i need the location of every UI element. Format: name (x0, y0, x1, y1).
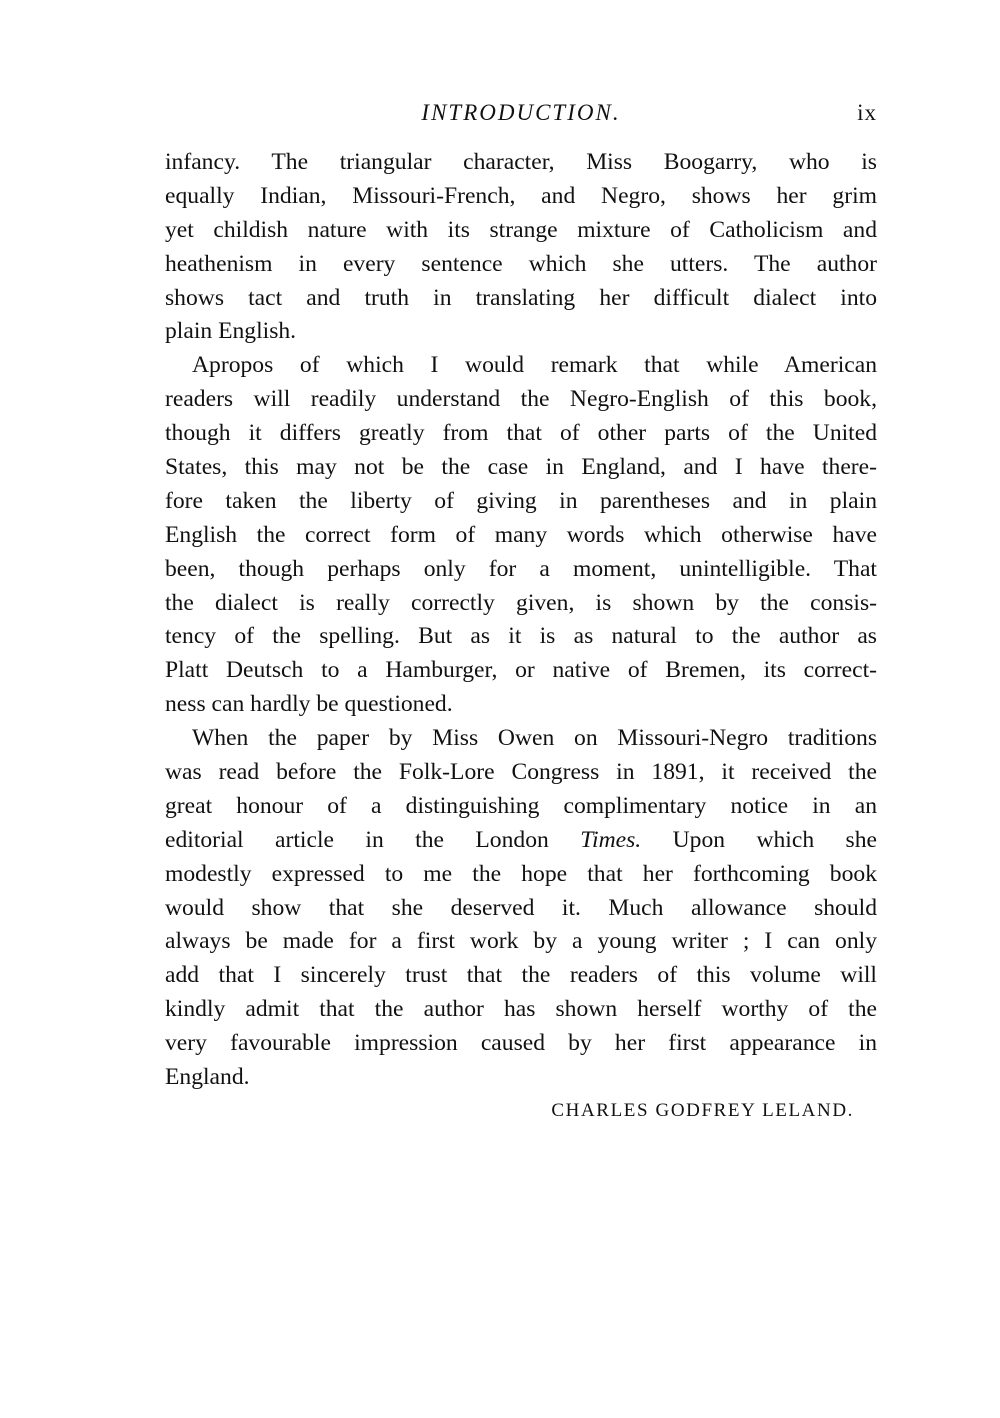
body-text (165, 146, 877, 1095)
text-line: ness can hardly be questioned. (165, 691, 453, 718)
text-line: fore taken the liberty of giving in parentheses and in plain (165, 487, 877, 514)
text-line: readers will readily understand the Negro-English of this book, (165, 386, 877, 413)
text-line: States, this may not be the case in England, and I have there- (165, 454, 877, 481)
text-line: Platt Deutsch to a Hamburger, or native of Bremen, its correct- (165, 657, 877, 684)
text-line: kindly admit that the author has shown herself worthy of the (165, 996, 877, 1023)
text-line: heathenism in every sentence which she utters. The author (165, 250, 877, 277)
author-signature: CHARLES GODFREY LELAND. (551, 1100, 854, 1121)
text-line: though it differs greatly from that of other parts of the United (165, 420, 877, 447)
text-line: When the paper by Miss Owen on Missouri-Negro traditions (192, 725, 877, 752)
text-line: tency of the spelling. But as it is as natural to the author as (165, 623, 877, 650)
page-number: ix (857, 100, 877, 125)
text-line: equally Indian, Missouri-French, and Negro, shows her grim (165, 182, 877, 209)
text-line: plain English. (165, 318, 297, 345)
text-line: would show that she deserved it. Much allowance should (165, 894, 877, 921)
paragraph-3 (165, 722, 877, 1095)
text-line: England. (165, 1064, 250, 1091)
running-title: INTRODUCTION. (421, 100, 621, 125)
text-line: shows tact and truth in translating her difficult dialect into (165, 284, 877, 311)
text-line: yet childish nature with its strange mixture of Catholicism and (165, 216, 877, 243)
text-line-times (165, 824, 877, 858)
text-line: Apropos of which I would remark that while American (192, 352, 877, 379)
text-line: was read before the Folk-Lore Congress in 1891, it received the (165, 759, 877, 786)
text-line: always be made for a first work by a young writer ; I can only (165, 928, 877, 955)
text-line: very favourable impression caused by her first appearance in (165, 1030, 877, 1057)
times-line-suffix: Upon which she (672, 826, 877, 853)
times-line-prefix: editorial article in the London (165, 826, 549, 853)
newspaper-title: Times. (580, 826, 642, 853)
text-line: infancy. The triangular character, Miss Boogarry, who is (165, 149, 877, 175)
text-line: English the correct form of many words which otherwise have (165, 521, 877, 548)
text-line: modestly expressed to me the hope that her forthcoming book (165, 860, 877, 887)
paragraph-1 (165, 146, 877, 349)
text-line: the dialect is really correctly given, is shown by the consis- (165, 589, 877, 616)
text-line: great honour of a distinguishing complimentary notice in an (165, 792, 877, 819)
text-line: been, though perhaps only for a moment, unintelligible. That (165, 555, 877, 582)
text-line: add that I sincerely trust that the readers of this volume will (165, 962, 877, 989)
paragraph-2 (165, 349, 877, 722)
running-head (165, 100, 877, 132)
